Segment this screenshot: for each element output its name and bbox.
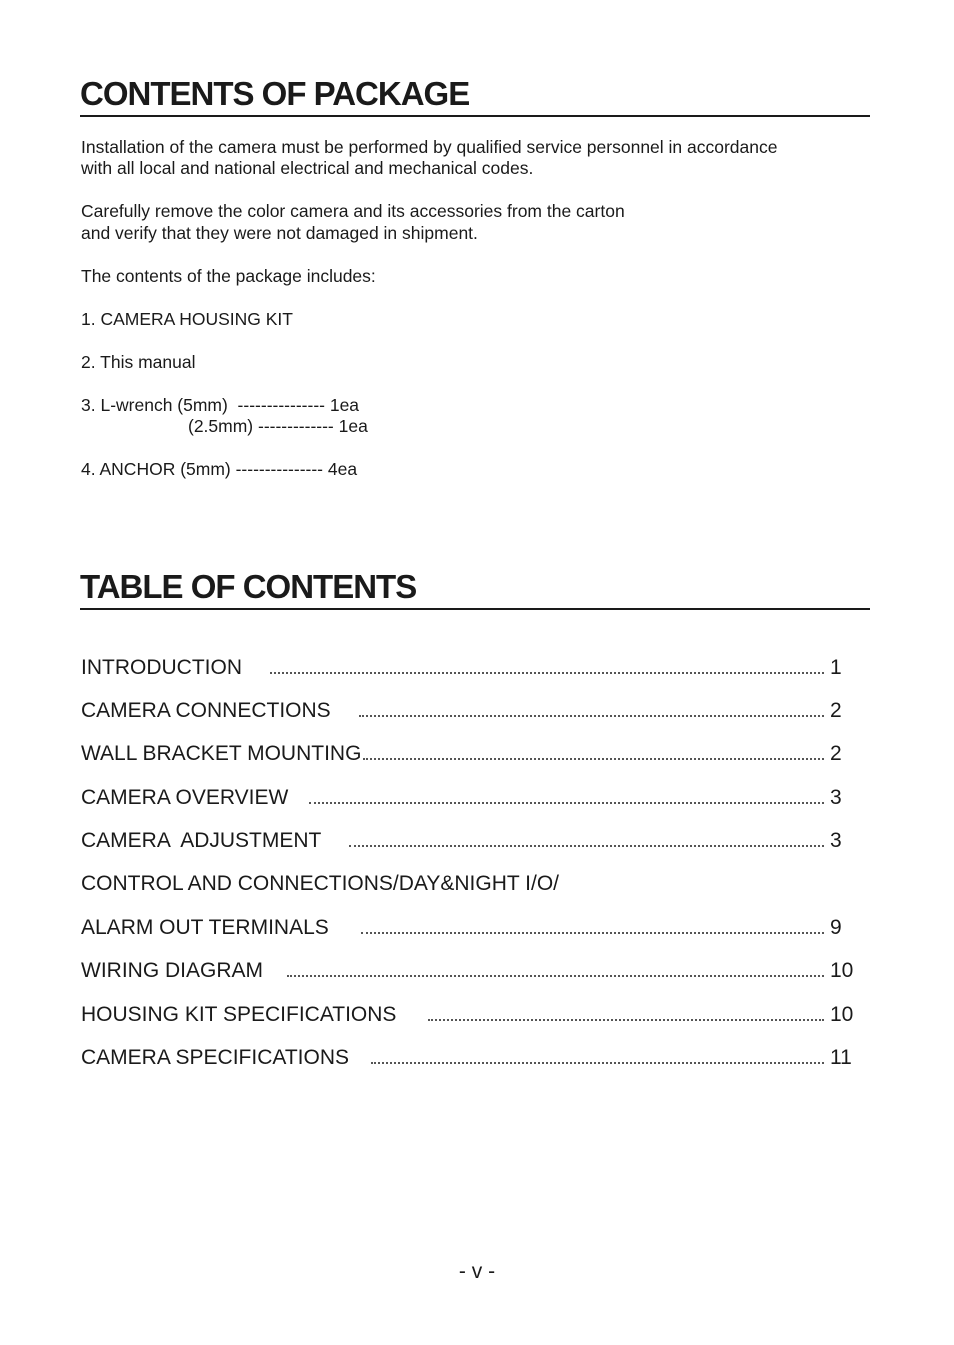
toc-entry-page: 10 xyxy=(830,1003,854,1026)
toc-entry-page: 3 xyxy=(830,786,842,809)
toc-entry-page: 11 xyxy=(830,1046,852,1069)
toc-entry[interactable] xyxy=(81,785,856,811)
toc-entry[interactable] xyxy=(81,1045,856,1071)
table-of-contents-heading: TABLE OF CONTENTS xyxy=(80,569,870,610)
remove-paragraph-line-2: and verify that they were not damaged in shipment. xyxy=(81,223,478,243)
toc-entry-page: 9 xyxy=(830,916,842,939)
toc-dot-leader xyxy=(361,932,824,934)
toc-entry-title: INTRODUCTION xyxy=(81,656,242,679)
toc-entry-title: CAMERA SPECIFICATIONS xyxy=(81,1046,349,1069)
toc-entry-page: 2 xyxy=(830,742,842,765)
toc-entry-title: CAMERA ADJUSTMENT xyxy=(81,829,322,852)
toc-dot-leader xyxy=(428,1019,824,1021)
toc-dot-leader xyxy=(309,802,824,804)
toc-dot-leader xyxy=(349,845,824,847)
package-item-manual: 2. This manual xyxy=(81,352,196,372)
remove-paragraph-line-1: Carefully remove the color camera and its accessories from the carton xyxy=(81,201,625,221)
toc-entry-page: 2 xyxy=(830,699,842,722)
toc-entry-title: CAMERA OVERVIEW xyxy=(81,786,289,809)
toc-entry[interactable] xyxy=(81,741,856,767)
toc-entry-title: WIRING DIAGRAM xyxy=(81,959,263,982)
toc-entry[interactable] xyxy=(81,828,856,854)
package-item-l-wrench-5mm: 3. L-wrench (5mm) --------------- 1ea xyxy=(81,395,360,415)
toc-dot-leader xyxy=(359,715,824,717)
toc-entry-page: 3 xyxy=(830,829,842,852)
toc-entry[interactable] xyxy=(81,698,856,724)
install-paragraph-line-1: Installation of the camera must be performed by qualified service personnel in accordance xyxy=(81,137,778,157)
toc-entry[interactable] xyxy=(81,915,856,941)
toc-entry-title: WALL BRACKET MOUNTING xyxy=(81,742,362,765)
toc-entry[interactable] xyxy=(81,871,856,897)
toc-entry-page: 10 xyxy=(830,959,854,982)
toc-entry-title: CAMERA CONNECTIONS xyxy=(81,699,331,722)
install-paragraph-line-2: with all local and national electrical and mechanical codes. xyxy=(81,158,534,178)
toc-entry[interactable] xyxy=(81,1002,856,1028)
toc-entry-title: CONTROL AND CONNECTIONS/DAY&NIGHT I/O/ xyxy=(81,872,559,895)
page-number: - v - xyxy=(458,1260,496,1283)
contents-intro: The contents of the package includes: xyxy=(81,266,376,286)
toc-entry[interactable] xyxy=(81,655,856,681)
contents-of-package-heading: CONTENTS OF PACKAGE xyxy=(80,76,870,117)
toc-entry-title: ALARM OUT TERMINALS xyxy=(81,916,329,939)
toc-entry[interactable] xyxy=(81,958,856,984)
toc-entry-title: HOUSING KIT SPECIFICATIONS xyxy=(81,1003,397,1026)
package-item-housing-kit: 1. CAMERA HOUSING KIT xyxy=(81,309,293,329)
package-item-anchor: 4. ANCHOR (5mm) --------------- 4ea xyxy=(81,459,358,479)
toc-dot-leader xyxy=(371,1062,824,1064)
toc-dot-leader xyxy=(287,975,824,977)
toc-dot-leader xyxy=(270,672,824,674)
toc-dot-leader xyxy=(363,758,824,760)
package-item-l-wrench-2-5mm: (2.5mm) ------------- 1ea xyxy=(188,416,368,436)
toc-entry-page: 1 xyxy=(830,656,842,679)
